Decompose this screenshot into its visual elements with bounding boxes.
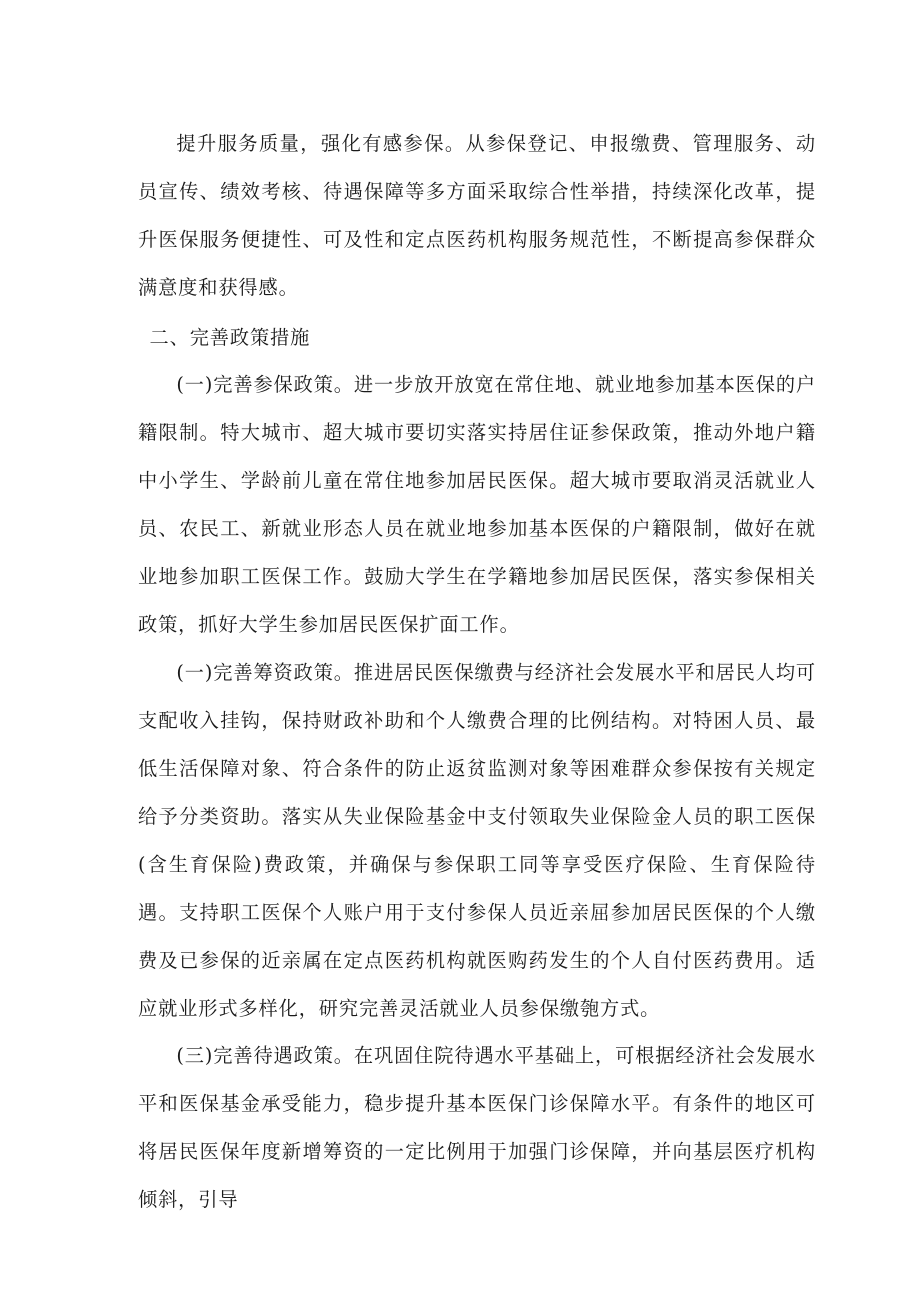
paragraph-enrollment-policy: (一)完善参保政策。进一步放开放宽在常住地、就业地参加基本医保的户籍限制。特大城市、超大城市要切实落实持居住证参保政策，推动外地户籍中小学生、学龄前儿童在常住地参加居民医保。超大城市要取消灵活就业人员、农民工、新就业形态人员在就业地参加基本医保的户籍限制，做好在就业地参加职工医保工作。鼓励大学生在学籍地参加居民医保，落实参保相关政策，抓好大学生参加居民医保扩面工作。 bbox=[138, 373, 816, 636]
section-heading: 二、完善政策措施 bbox=[149, 326, 311, 349]
paragraph-service-quality: 提升服务质量，强化有感参保。从参保登记、申报缴费、管理服务、动员宣传、绩效考核、待遇保障等多方面采取综合性举措，持续深化改革，提升医保服务便捷性、可及性和定点医药机构服务规范性，不断提高参保群众满意度和获得感。 bbox=[138, 132, 816, 299]
paragraph-benefit-policy: (三)完善待遇政策。在巩固住院待遇水平基础上，可根据经济社会发展水平和医保基金承受能力，稳步提升基本医保门诊保障水平。有条件的地区可将居民医保年度新增筹资的一定比例用于加强门诊保障，并向基层医疗机构倾斜，引导 bbox=[138, 1044, 816, 1211]
paragraph-financing-policy: (一)完善筹资政策。推进居民医保缴费与经济社会发展水平和居民人均可支配收入挂钩，保持财政补助和个人缴费合理的比例结构。对特困人员、最低生活保障对象、符合条件的防止返贫监测对象等困难群众参保按有关规定给予分类资助。落实从失业保险基金中支付领取失业保险金人员的职工医保(含生育保险)费政策，并确保与参保职工同等享受医疗保险、生育保险待遇。支持职工医保个人账户用于支付参保人员近亲屈参加居民医保的个人缴费及已参保的近亲属在定点医药机构就医购药发生的个人自付医药费用。适应就业形式多样化，研究完善灵活就业人员参保缴匏方式。 bbox=[138, 661, 816, 1020]
